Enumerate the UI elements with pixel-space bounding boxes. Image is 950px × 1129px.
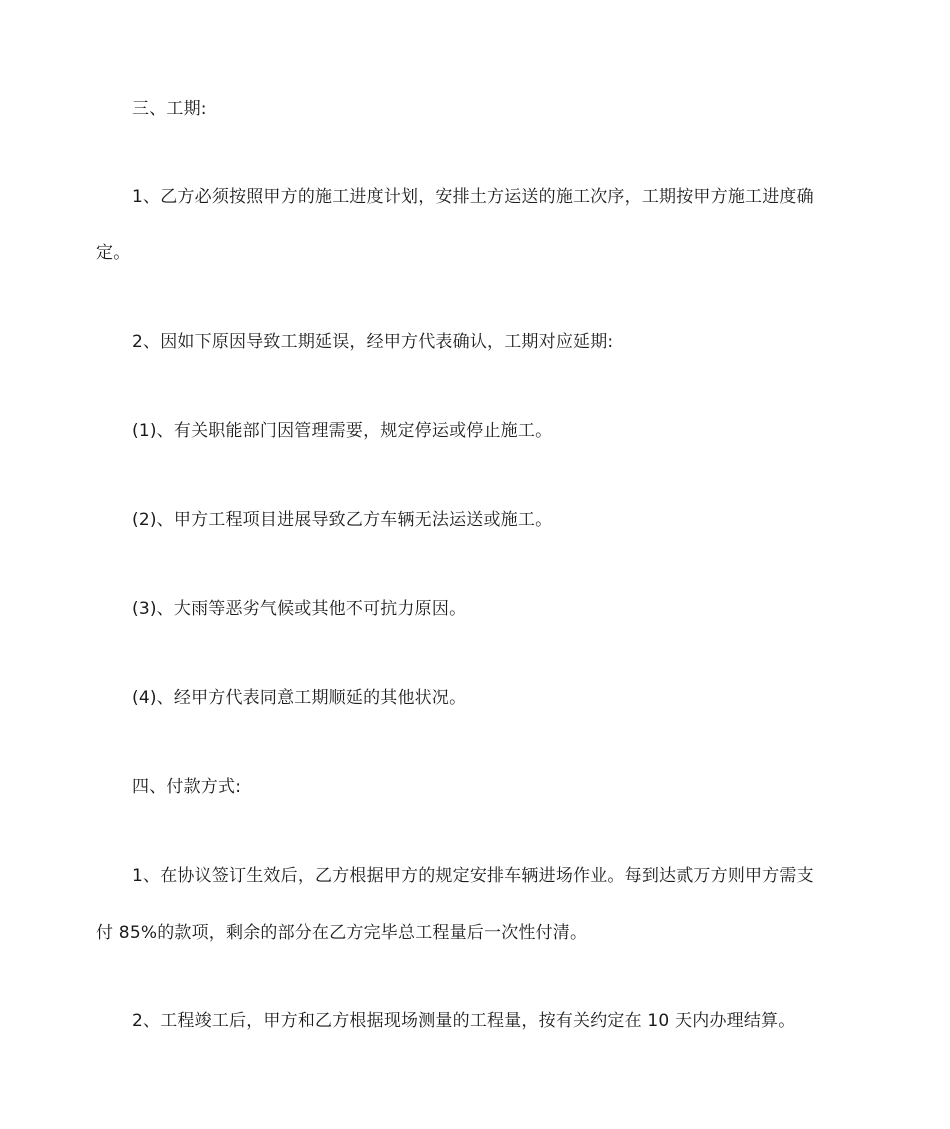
section-heading-payment: 四、付款方式:	[132, 777, 242, 797]
paragraph-schedule-item-2: 2、因如下原因导致工期延误，经甲方代表确认，工期对应延期:	[132, 332, 614, 352]
paragraph-schedule-item-1-line-2: 定。	[96, 243, 131, 263]
section-heading-schedule: 三、工期:	[132, 99, 207, 119]
list-item-delay-reason-2: (2)、甲方工程项目进展导致乙方车辆无法运送或施工。	[132, 510, 553, 530]
paragraph-payment-item-1-line-1: 1、在协议签订生效后，乙方根据甲方的规定安排车辆进场作业。每到达贰万方则甲方需支	[132, 866, 814, 886]
paragraph-payment-item-1-line-2: 付 85%的款项，剩余的部分在乙方完毕总工程量后一次性付清。	[96, 923, 588, 943]
list-item-delay-reason-1: (1)、有关职能部门因管理需要，规定停运或停止施工。	[132, 421, 553, 441]
list-item-delay-reason-3: (3)、大雨等恶劣气候或其他不可抗力原因。	[132, 599, 467, 619]
paragraph-payment-item-2: 2、工程竣工后，甲方和乙方根据现场测量的工程量，按有关约定在 10 天内办理结算。	[132, 1011, 796, 1031]
paragraph-schedule-item-1-line-1: 1、乙方必须按照甲方的施工进度计划，安排土方运送的施工次序，工期按甲方施工进度确	[132, 187, 814, 207]
list-item-delay-reason-4: (4)、经甲方代表同意工期顺延的其他状况。	[132, 688, 467, 708]
